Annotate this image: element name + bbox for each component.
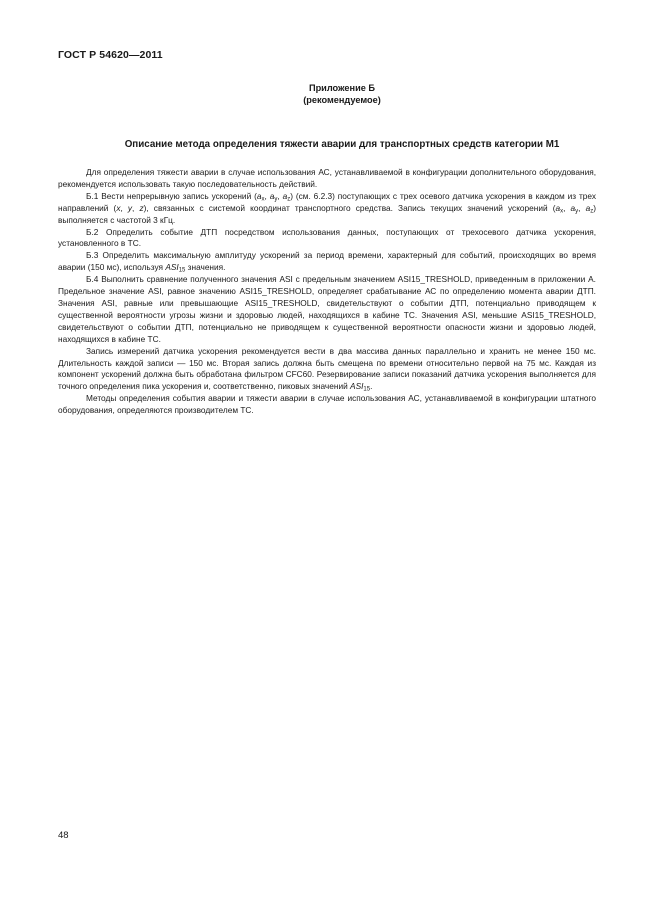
annex-label: Приложение Б [308, 83, 376, 93]
paragraph-b2: Б.2 Определить событие ДТП посредством использования данных, поступающих от трехосевого датчика ускорения, установленного в ТС. [58, 226, 596, 249]
annex-heading [58, 82, 626, 106]
paragraph-intro: Для определения тяжести аварии в случае использования АС, устанавливаемой в конфигурации дополнительного оборудования, рекомендуется использовать такую последовательность действий. [58, 167, 596, 189]
annex-status: (рекомендуемое) [303, 95, 381, 105]
standard-id: ГОСТ Р 54620—2011 [58, 49, 163, 61]
paragraph-b4: Б.4 Выполнить сравнение полученного значения ASI с предельным значением ASI15_TRESHOLD, приведенным в приложении А. Предельное значение ASI, равное значению ASI15_TRESHOLD, определяет срабатывание АС по определению момента аварии ДТП. Значения ASI, равные или превышающие ASI15_TRESHOLD, свидетельствуют о событии ДТП, потенциально приводящем к существенной вероятности угрозы жизни и здоровью людей, находящихся в кабине ТС. Значения ASI, меньшие ASI15_TRESHOLD, свидетельствуют о событии ДТП, потенциально не приводящем к существенной вероятности опасности жизни и здоровью людей, находящихся в кабине ТС. [58, 274, 596, 344]
paragraph-b1: Б.1 Вести непрерывную запись ускорений ($a_x$, $a_y$, $a_z$) (см. 6.2.3) поступающих с трех осевого датчика ускорения в каждом из трех направлений (x, y, z), связанных с системой координат транспортного средства. Запись текущих значений ускорений ($a_x$, $a_y$, $a_z$) выполняется с частотой 3 кГц. [58, 190, 596, 225]
page-number: 48 [58, 830, 69, 841]
body-text [58, 167, 596, 417]
paragraph-oem-methods: Методы определения события аварии и тяжести аварии в случае использования АС, устанавливаемой в конфигурации штатного оборудования, определяются производителем ТС. [58, 393, 596, 416]
paragraph-b3: Б.3 Определить максимальную амплитуду ускорений за период времени, характерный для событий, происходящих во время аварии (150 мс), используя $ASI_{15}$ значения. [58, 250, 596, 274]
section-title: Описание метода определения тяжести аварии для транспортных средств категории М1 [124, 139, 560, 150]
paragraph-recording: Запись измерений датчика ускорения рекомендуется вести в два массива данных параллельно и хранить не менее 150 мс. Длительность каждой записи — 150 мс. Вторая запись должна быть смещена по времени относительно первой на 75 мс. Каждая из компонент ускорений должна быть обработана фильтром CFC60. Резервирование записи показаний датчика ускорения выполняется для точного определения пика ускорения и, соответственно, пиковых значений $ASI_{15}$. [58, 345, 596, 393]
